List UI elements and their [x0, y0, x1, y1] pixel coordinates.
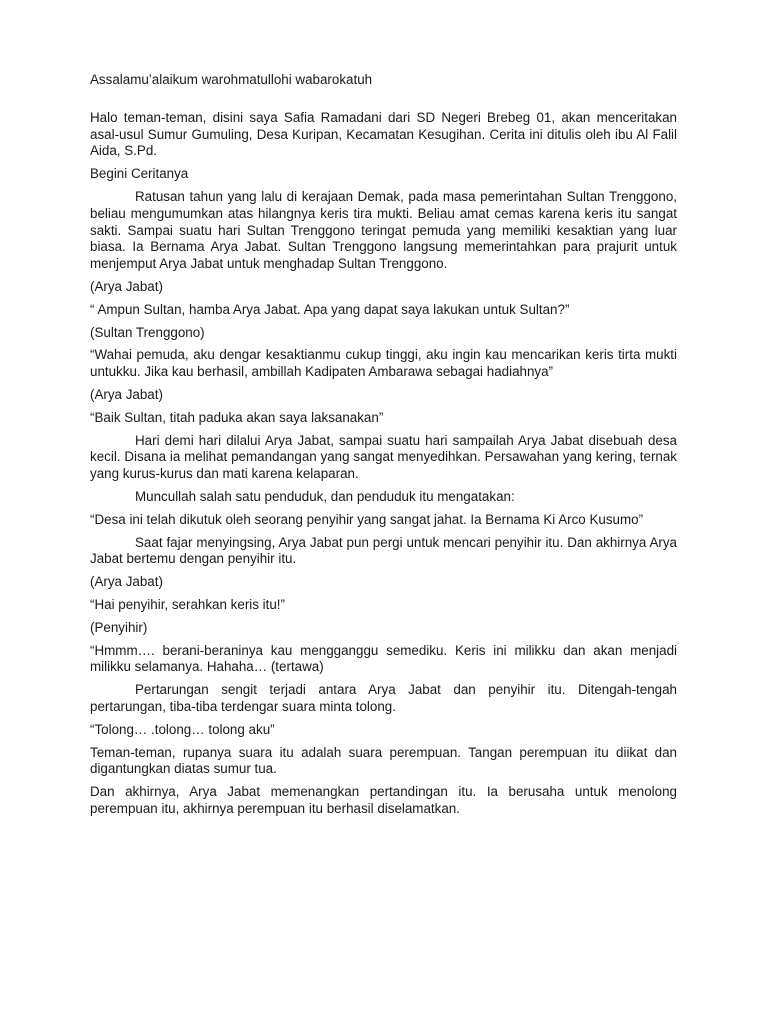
- story-paragraph: Dan akhirnya, Arya Jabat memenangkan pertandingan itu. Ia berusaha untuk menolong perempuan itu, akhirnya perempuan itu berhasil diselamatkan.: [90, 784, 677, 816]
- speaker-label: (Sultan Trenggono): [90, 324, 205, 340]
- speaker-label: (Arya Jabat): [90, 574, 163, 590]
- greeting-line: Assalamu’alaikum warohmatullohi wabarokatuh: [90, 72, 373, 87]
- story-paragraph: Begini Ceritanya: [90, 166, 189, 182]
- dialogue-paragraph: “Hmmm…. berani-beraninya kau mengganggu semediku. Keris ini milikku dan akan menjadi milikku selamanya. Hahaha… (tertawa): [90, 642, 677, 675]
- story-paragraph: Ratusan tahun yang lalu di kerajaan Demak, pada masa pemerintahan Sultan Trenggono, beliau mengumumkan atas hilangnya keris tira mukti. Beliau amat cemas karena keris itu sangat sakti. Sampai suatu hari Sultan Trenggono teringat pemuda yang memiliki kesaktian yang luar biasa. Ia Bernama Arya Jabat. Sultan Trenggono langsung memerintahkan para prajurit untuk menjemput Arya Jabat untuk menghadap Sultan Trenggono.: [90, 188, 677, 272]
- dialogue-paragraph: “Desa ini telah dikutuk oleh seorang penyihir yang sangat jahat. Ia Bernama Ki Arco Kusumo”: [90, 511, 644, 527]
- dialogue-paragraph: “Hai penyihir, serahkan keris itu!”: [90, 596, 285, 612]
- dialogue-paragraph: “ Ampun Sultan, hamba Arya Jabat. Apa yang dapat saya lakukan untuk Sultan?”: [90, 301, 570, 317]
- dialogue-paragraph: “Wahai pemuda, aku dengar kesaktianmu cukup tinggi, aku ingin kau mencarikan keris tirta mukti untukku. Jika kau berhasil, ambillah Kadipaten Ambarawa sebagai hadiahnya”: [90, 347, 677, 380]
- story-paragraph: Halo teman-teman, disini saya Safia Ramadani dari SD Negeri Brebeg 01, akan menceritakan asal-usul Sumur Gumuling, Desa Kuripan, Kecamatan Kesugihan. Cerita ini ditulis oleh ibu Al Falil Aida, S.Pd.: [90, 109, 677, 159]
- speaker-label: (Penyihir): [90, 619, 148, 635]
- speaker-label: (Arya Jabat): [90, 386, 163, 402]
- story-paragraph: Pertarungan sengit terjadi antara Arya Jabat dan penyihir itu. Ditengah-tengah pertarungan, tiba-tiba terdengar suara minta tolong.: [90, 682, 677, 714]
- speaker-label: (Arya Jabat): [90, 278, 163, 294]
- story-paragraph: Hari demi hari dilalui Arya Jabat, sampai suatu hari sampailah Arya Jabat disebuah desa kecil. Disana ia melihat pemandangan yang sangat menyedihkan. Persawahan yang kering, ternak yang kurus-kurus dan mati karena kelaparan.: [90, 432, 677, 482]
- dialogue-paragraph: “Baik Sultan, titah paduka akan saya laksanakan”: [90, 409, 384, 425]
- document-page: [90, 72, 677, 824]
- story-paragraph: Saat fajar menyingsing, Arya Jabat pun pergi untuk mencari penyihir itu. Dan akhirnya Arya Jabat bertemu dengan penyihir itu.: [90, 534, 677, 567]
- story-body: [90, 110, 677, 818]
- dialogue-paragraph: “Tolong… .tolong… tolong aku”: [90, 721, 275, 737]
- story-paragraph: Teman-teman, rupanya suara itu adalah suara perempuan. Tangan perempuan itu diikat dan digantungkan diatas sumur tua.: [90, 744, 677, 777]
- story-paragraph: Muncullah salah satu penduduk, dan penduduk itu mengatakan:: [135, 488, 515, 504]
